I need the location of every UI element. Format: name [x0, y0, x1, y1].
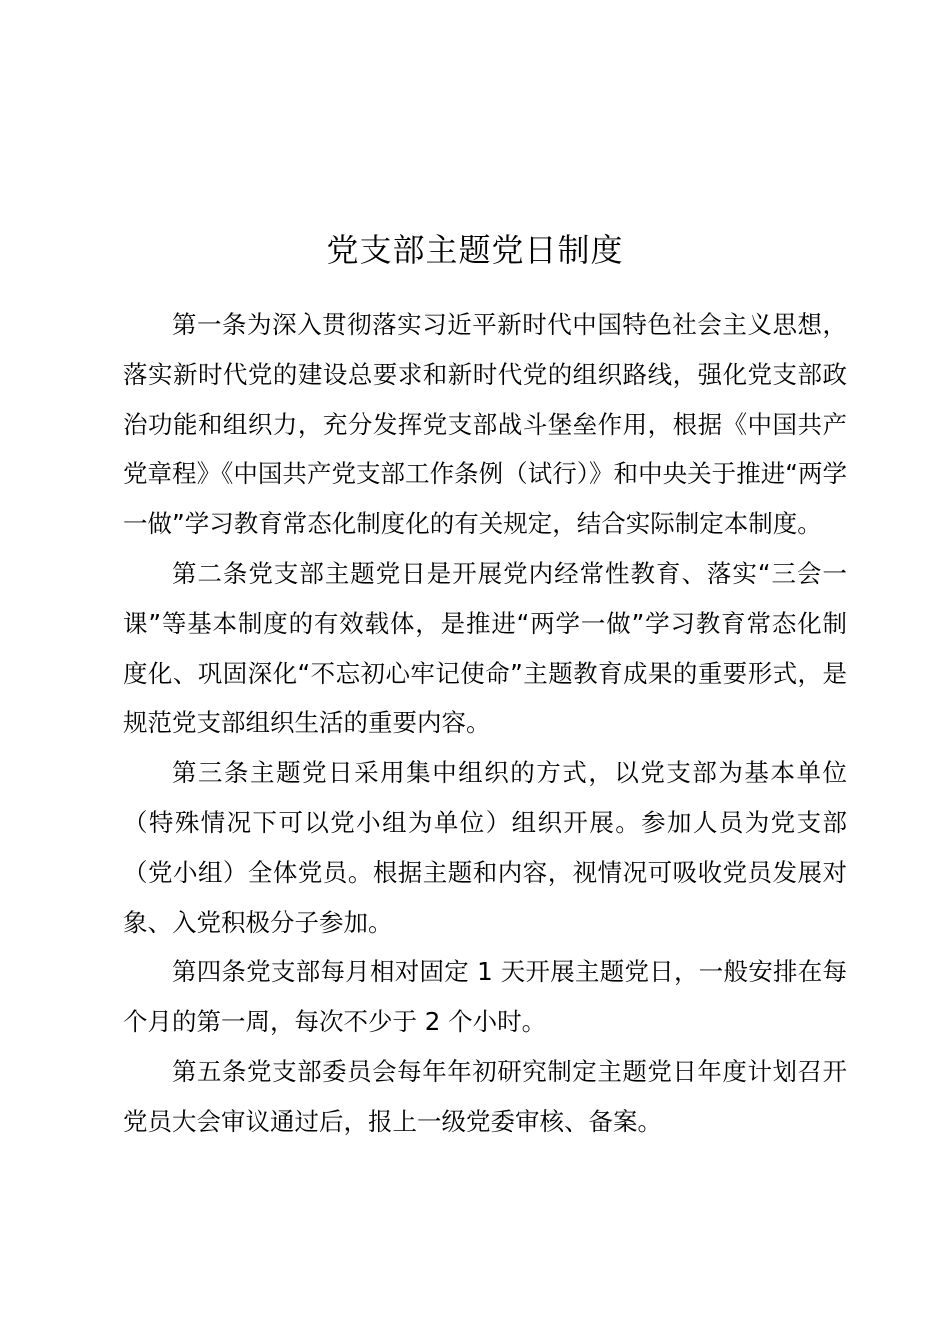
document-body — [123, 300, 847, 1147]
document-title: 党支部主题党日制度 — [326, 231, 624, 269]
article-1-paragraph: 第一条为深入贯彻落实习近平新时代中国特色社会主义思想，落实新时代党的建设总要求和新时代党的组织路线，强化党支部政治功能和组织力，充分发挥党支部战斗堡垒作用，根据《中国共产党章程》《中国共产党支部工作条例（试行）》和中央关于推进“两学一做”学习教育常态化制度化的有关规定，结合实际制定本制度。 — [123, 310, 847, 539]
article-4-paragraph: 第四条党支部每月相对固定 1 天开展主题党日，一般安排在每个月的第一周，每次不少于 2 个小时。 — [123, 957, 847, 1037]
article-5-paragraph: 第五条党支部委员会每年年初研究制定主题党日年度计划召开党员大会审议通过后，报上一级党委审核、备案。 — [123, 1056, 847, 1136]
article-3-paragraph: 第三条主题党日采用集中组织的方式，以党支部为基本单位（特殊情况下可以党小组为单位）组织开展。参加人员为党支部（党小组）全体党员。根据主题和内容，视情况可吸收党员发展对象、入党积极分子参加。 — [123, 758, 847, 937]
article-2-paragraph: 第二条党支部主题党日是开展党内经常性教育、落实“三会一课”等基本制度的有效载体，是推进“两学一做”学习教育常态化制度化、巩固深化“不忘初心牢记使命”主题教育成果的重要形式，是规范党支部组织生活的重要内容。 — [123, 558, 847, 738]
